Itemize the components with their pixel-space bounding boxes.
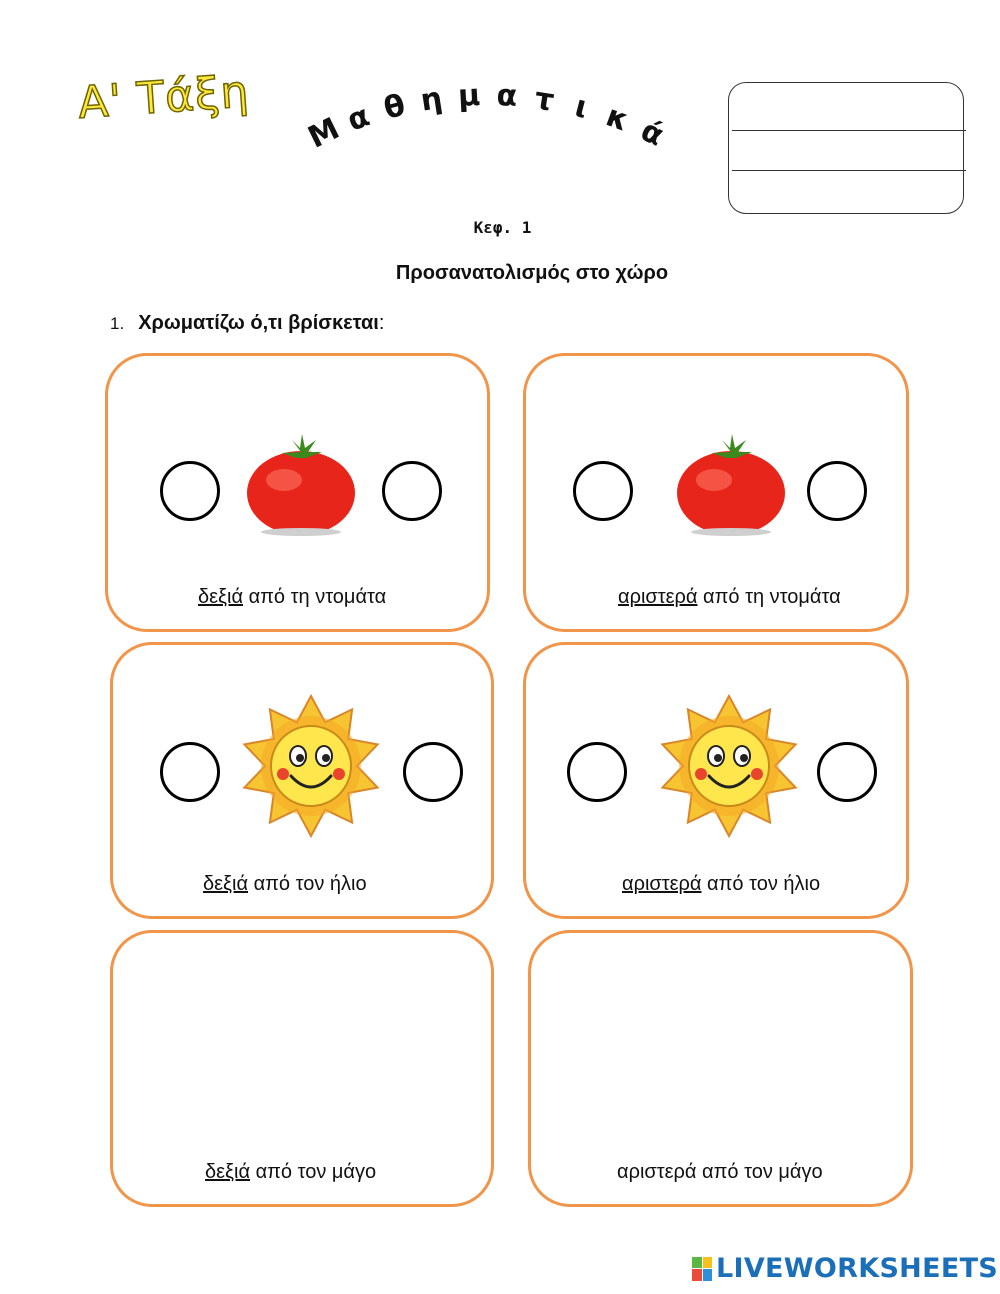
card-sun-left [523, 642, 909, 919]
card-wizard-left[interactable] [528, 930, 913, 1207]
subject-letter: ι [571, 88, 592, 126]
caption-rest: από τον ήλιο [701, 873, 821, 895]
answer-circle-left[interactable] [160, 742, 220, 802]
card-caption [526, 873, 906, 896]
answer-circle-right[interactable] [382, 461, 442, 521]
subject-letter: Μ [302, 111, 345, 156]
card-caption [531, 1161, 910, 1184]
caption-keyword: αριστερά [622, 873, 702, 895]
liveworksheets-logo [692, 1253, 998, 1284]
subject-letter: τ [532, 81, 557, 119]
caption-rest: από τον μάγο [250, 1161, 377, 1183]
subject-letter: θ [380, 87, 409, 127]
answer-circle-right[interactable] [817, 742, 877, 802]
answer-circle-right[interactable] [403, 742, 463, 802]
exercise-text: Χρωματίζω ό,τι βρίσκεται [138, 312, 379, 334]
name-box [728, 82, 964, 214]
answer-circle-left[interactable] [567, 742, 627, 802]
answer-circle-left[interactable] [160, 461, 220, 521]
card-caption [108, 586, 487, 609]
exercise-instruction [110, 312, 384, 335]
name-line-2[interactable] [732, 170, 966, 171]
card-caption [113, 873, 491, 896]
caption-keyword: αριστερά [618, 586, 698, 608]
tomato-icon [672, 428, 790, 538]
subject-letter: κ [601, 98, 634, 139]
subject-letter: η [418, 80, 445, 119]
tomato-icon [242, 428, 360, 538]
card-sun-right [110, 642, 494, 919]
caption-rest: από τον μάγο [696, 1161, 823, 1183]
caption-keyword: δεξιά [203, 873, 249, 895]
subject-letter: μ [457, 77, 482, 115]
caption-keyword: δεξιά [198, 586, 244, 608]
caption-keyword: δεξιά [205, 1161, 251, 1183]
caption-keyword: αριστερά [617, 1161, 697, 1183]
caption-rest: από τη ντομάτα [243, 586, 387, 608]
topic-title: Προσανατολισμός στο χώρο [395, 262, 669, 284]
chapter-label: Κεφ. 1 [473, 218, 532, 237]
answer-circle-left[interactable] [573, 461, 633, 521]
liveworksheets-logo-icon [692, 1257, 712, 1281]
card-caption [113, 1161, 491, 1184]
sun-icon [238, 693, 384, 839]
subject-letter: α [495, 78, 519, 115]
answer-circle-right[interactable] [807, 461, 867, 521]
logo-text: LIVEWORKSHEETS [716, 1253, 999, 1284]
name-line-1[interactable] [732, 130, 966, 131]
sun-icon [656, 693, 802, 839]
caption-rest: από τον ήλιο [248, 873, 367, 895]
card-caption [526, 586, 906, 609]
exercise-number: 1. [110, 314, 125, 333]
caption-rest: από τη ντομάτα [697, 586, 841, 608]
exercise-colon: : [378, 312, 385, 334]
card-tomato-left [523, 353, 909, 632]
card-tomato-right [105, 353, 490, 632]
subject-letter: ά [635, 113, 670, 154]
card-wizard-right[interactable] [110, 930, 494, 1207]
subject-letter: α [342, 98, 375, 139]
grade-title: Α' Τάξη [76, 66, 252, 129]
